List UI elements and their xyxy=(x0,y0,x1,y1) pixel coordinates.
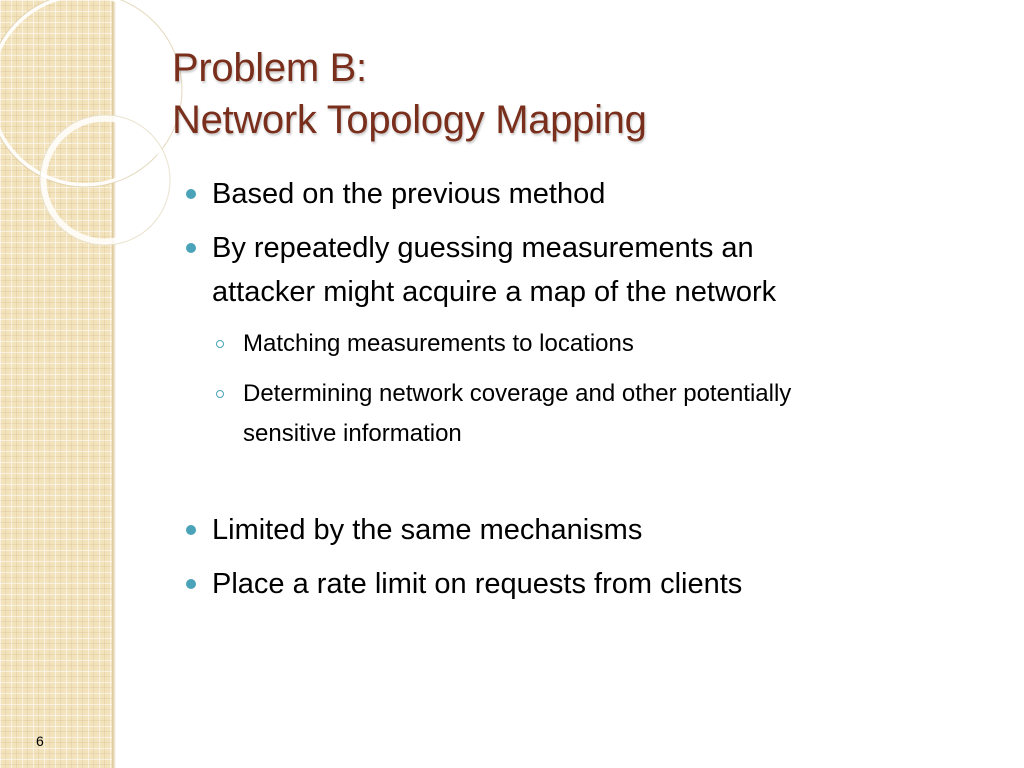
sub-bullet-ring-icon xyxy=(216,340,224,348)
sub-bullet-item xyxy=(186,324,986,364)
sub-bullet-text-line: Determining network coverage and other potentially xyxy=(243,380,792,407)
side-panel-pattern xyxy=(0,0,112,768)
title-line-1: Problem B: xyxy=(172,46,367,90)
title-line-2: Network Topology Mapping xyxy=(172,98,647,142)
sub-bullet-text: Matching measurements to locations xyxy=(243,330,634,357)
bullet-item xyxy=(186,562,986,606)
bullet-item xyxy=(186,226,986,314)
bullet-text: Based on the previous method xyxy=(212,178,606,210)
bullet-dot-icon xyxy=(186,243,196,253)
bullet-text-line: attacker might acquire a map of the network xyxy=(212,276,777,308)
bullet-item xyxy=(186,508,986,552)
bullet-dot-icon xyxy=(186,525,196,535)
bullet-item xyxy=(186,172,986,216)
bullet-dot-icon xyxy=(186,579,196,589)
bullet-text-line: By repeatedly guessing measurements an xyxy=(212,232,754,264)
slide-content xyxy=(186,172,986,606)
bullet-text: Place a rate limit on requests from clients xyxy=(212,568,743,600)
bullet-dot-icon xyxy=(186,189,196,199)
sub-bullet-item xyxy=(186,374,986,454)
sub-bullet-ring-icon xyxy=(216,390,224,398)
bullet-text: Limited by the same mechanisms xyxy=(212,514,643,546)
slide-title xyxy=(172,42,972,146)
page-number: 6 xyxy=(36,733,44,749)
sub-bullet-text-line: sensitive information xyxy=(243,420,462,447)
side-panel-edge xyxy=(112,0,116,768)
